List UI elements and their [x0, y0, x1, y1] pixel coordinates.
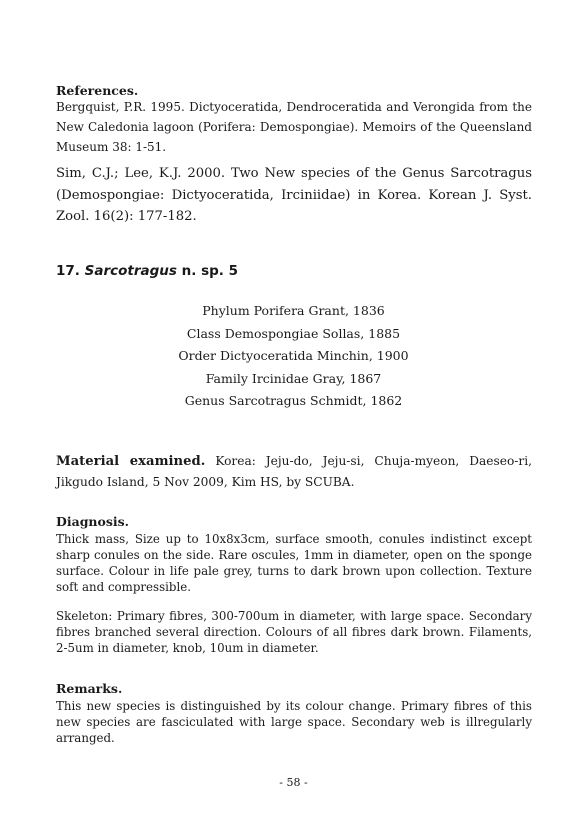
remarks-paragraph: This new species is distinguished by its colour change. Primary fibres of this new species are fasciculated with large space. Secondary web is illregularly arranged. — [56, 699, 532, 745]
remarks-heading: Remarks. — [56, 681, 123, 696]
material-label: Material examined. — [56, 454, 206, 469]
taxonomy-order: Order Dictyoceratida Minchin, 1900 — [178, 348, 409, 363]
skeleton-paragraph: Skeleton: Primary fibres, 300-700um in diameter, with large space. Secondary fibres branched several direction. Colours of all fibres dark brown. Filaments, 2-5um in diameter, knob, 10um in diameter. — [56, 609, 532, 655]
taxonomy-block — [60, 300, 527, 413]
species-suffix: n. sp. 5 — [181, 263, 239, 279]
taxonomy-genus: Genus Sarcotragus Schmidt, 1862 — [184, 393, 403, 408]
taxonomy-phylum: Phylum Porifera Grant, 1836 — [202, 303, 385, 318]
reference-item: Sim, C.J.; Lee, K.J. 2000. Two New species of the Genus Sarcotragus (Demospongiae: Dictyoceratida, Irciniidae) in Korea. Korean J. Syst. Zool. 16(2): 177-182. — [56, 166, 532, 224]
species-number: 17. — [56, 263, 80, 279]
page-number: - 58 - — [279, 776, 308, 789]
taxonomy-family: Family Ircinidae Gray, 1867 — [205, 370, 382, 386]
diagnosis-paragraph: Thick mass, Size up to 10x8x3cm, surface smooth, conules indistinct except sharp conules on the side. Rare oscules, 1mm in diameter, open on the sponge surface. Colour in life pale grey, turns to dark brown upon collection. Texture soft and compressible. — [56, 532, 532, 594]
material-examined — [56, 451, 532, 492]
references-heading: References. — [56, 83, 139, 98]
species-genus: Sarcotragus — [84, 263, 177, 279]
diagnosis-heading: Diagnosis. — [56, 514, 130, 529]
reference-item: Bergquist, P.R. 1995. Dictyoceratida, Dendroceratida and Verongida from the New Caledonia lagoon (Porifera: Demospongiae). Memoirs of the Queensland Museum 38: 1-51. — [56, 100, 532, 154]
species-title — [56, 262, 532, 280]
taxonomy-class: Class Demospongiae Sollas, 1885 — [186, 325, 401, 341]
material-text: Korea: Jeju-do, Jeju-si, Chuja-myeon, Daeseo-ri, Jikgudo Island, 5 Nov 2009, Kim HS, by SCUBA. — [56, 454, 533, 489]
